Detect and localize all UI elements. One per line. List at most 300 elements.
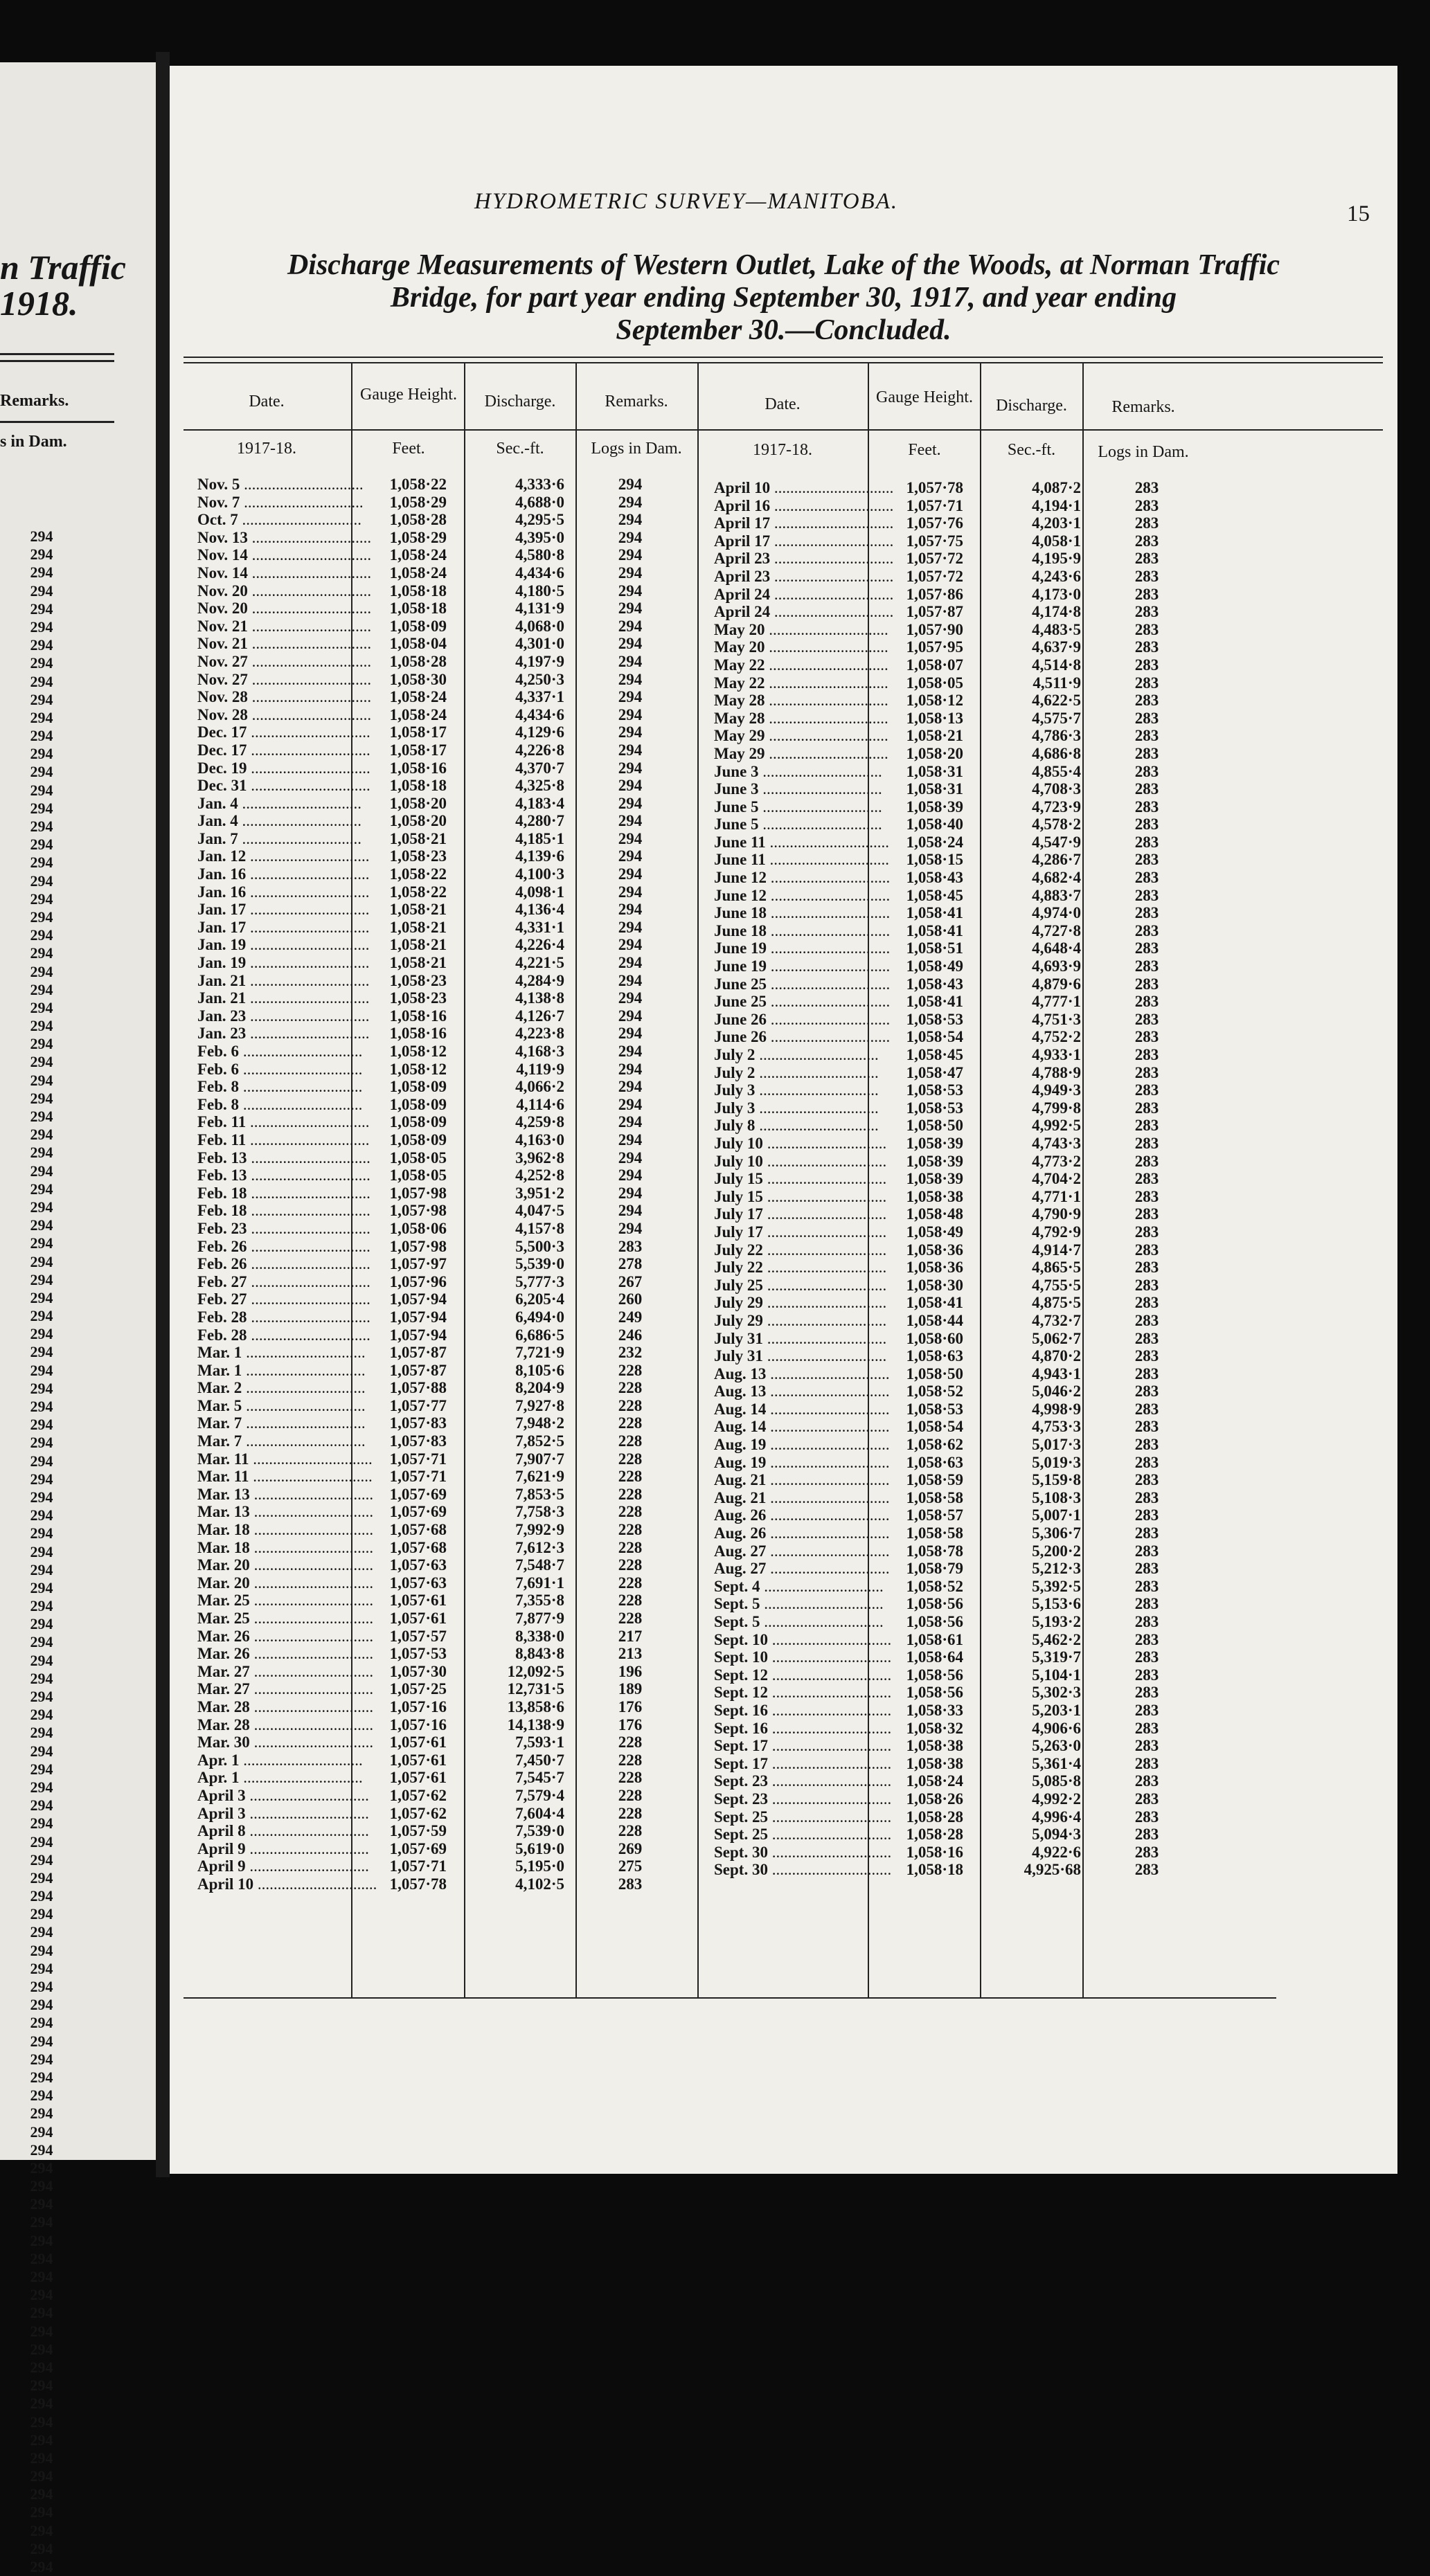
discharge-cell: 4,185·1 [515, 829, 564, 847]
date-cell: Sept. 4 ..... [714, 1578, 833, 1596]
discharge-cell: 5,539·0 [515, 1255, 564, 1273]
previous-page-remark-value: 294 [30, 962, 53, 980]
remarks-cell: 283 [1134, 816, 1159, 834]
remarks-cell: 283 [1134, 1099, 1159, 1117]
previous-page-title: n Traffic 1918. [0, 248, 126, 323]
previous-page-remark-value: 294 [30, 2485, 53, 2503]
remarks-cell: 294 [618, 652, 643, 670]
discharge-cell: 7,548·7 [515, 1556, 564, 1574]
gauge-height-cell: 1,058·79 [906, 1560, 963, 1578]
discharge-cell: 6,686·5 [515, 1326, 564, 1344]
table-row [714, 497, 1213, 515]
previous-page-remark-value: 294 [30, 872, 53, 890]
remarks-cell: 176 [618, 1715, 643, 1733]
table-row [197, 1857, 696, 1875]
date-cell: Nov. 14 ..... [197, 546, 316, 564]
table-row [197, 989, 696, 1007]
gauge-height-cell: 1,057·75 [906, 532, 963, 550]
gauge-height-cell: 1,058·36 [906, 1241, 963, 1259]
remarks-cell: 228 [618, 1592, 643, 1610]
gauge-height-cell: 1,058·38 [906, 1754, 963, 1772]
gauge-height-cell: 1,058·20 [389, 812, 447, 830]
previous-page-remark-value: 294 [30, 2377, 53, 2395]
discharge-cell: 4,637·9 [1032, 638, 1081, 656]
table-row [197, 1610, 696, 1628]
table-row [197, 723, 696, 741]
remarks-cell: 294 [618, 1131, 643, 1149]
previous-page-remark-value: 294 [30, 1216, 53, 1234]
discharge-cell: 4,286·7 [1032, 851, 1081, 869]
table-row [197, 901, 696, 919]
discharge-cell: 4,226·4 [515, 936, 564, 954]
table-title: Discharge Measurements of Western Outlet, Lake of the Woods, at Norman Traffic Bridge, for part year ending September 30, 1917, and year ending September 30.—Concluded. [287, 249, 1280, 346]
date-cell: Mar. 25 ..... [197, 1610, 316, 1628]
remarks-cell: 283 [1134, 1684, 1159, 1702]
previous-page-remark-value: 294 [30, 1742, 53, 1760]
gauge-height-cell: 1,058·47 [906, 1063, 963, 1081]
table-row [714, 1294, 1213, 1312]
date-cell: Nov. 7 ..... [197, 494, 316, 512]
remarks-cell: 294 [618, 1007, 643, 1025]
previous-page-remark-value: 294 [30, 1850, 53, 1868]
table-row [197, 1113, 696, 1131]
discharge-cell: 14,138·9 [507, 1715, 564, 1733]
discharge-cell: 7,691·1 [515, 1574, 564, 1592]
date-cell: Dec. 17 ..... [197, 741, 316, 759]
discharge-cell: 7,992·9 [515, 1521, 564, 1539]
previous-page-remark-value: 294 [30, 1597, 53, 1615]
discharge-cell: 4,163·0 [515, 1131, 564, 1149]
table-row [197, 476, 696, 494]
remarks-cell: 294 [618, 1078, 643, 1096]
table-row [714, 1277, 1213, 1295]
gauge-height-cell: 1,057·83 [389, 1432, 447, 1450]
previous-page-remark-value: 294 [30, 2467, 53, 2485]
date-cell: Nov. 27 ..... [197, 671, 316, 689]
remarks-cell: 283 [1134, 1329, 1159, 1347]
discharge-cell: 4,922·6 [1032, 1843, 1081, 1861]
remarks-cell: 294 [618, 812, 643, 830]
discharge-cell: 5,085·8 [1032, 1772, 1081, 1790]
discharge-cell: 4,295·5 [515, 511, 564, 529]
gauge-height-cell: 1,057·83 [389, 1414, 447, 1432]
remarks-cell: 260 [618, 1290, 643, 1308]
table-row [197, 1273, 696, 1291]
previous-page-remark-value: 294 [30, 2268, 53, 2285]
remarks-cell: 283 [1134, 921, 1159, 939]
gauge-height-cell: 1,058·24 [389, 564, 447, 582]
discharge-cell: 4,157·8 [515, 1219, 564, 1237]
table-row [714, 1613, 1213, 1631]
table-row [714, 975, 1213, 993]
table-row [714, 1737, 1213, 1755]
gauge-height-cell: 1,058·12 [389, 1043, 447, 1060]
table-top-rule [184, 362, 1383, 363]
previous-page-remark-value: 294 [30, 2050, 53, 2068]
previous-page-remark-value: 294 [30, 618, 53, 636]
discharge-cell: 5,462·2 [1032, 1630, 1081, 1648]
table-row [197, 1185, 696, 1203]
previous-page-remark-value: 294 [30, 1343, 53, 1361]
gauge-height-cell: 1,058·54 [906, 1418, 963, 1436]
date-cell: Feb. 13 ..... [197, 1149, 316, 1167]
discharge-cell: 4,173·0 [1032, 585, 1081, 603]
remarks-cell: 283 [1134, 1294, 1159, 1312]
date-cell: Aug. 26 ..... [714, 1506, 833, 1524]
table-row [714, 727, 1213, 745]
discharge-cell: 7,907·7 [515, 1450, 564, 1468]
previous-page-remarks-unit: s in Dam. [0, 433, 67, 451]
remarks-cell: 283 [1134, 1364, 1159, 1382]
table-row [714, 1631, 1213, 1649]
gauge-height-cell: 1,058·58 [906, 1524, 963, 1542]
previous-page-rule [0, 421, 114, 423]
previous-page-remark-value: 294 [30, 1071, 53, 1089]
remarks-cell: 228 [618, 1396, 643, 1414]
table-row [197, 1450, 696, 1468]
gauge-height-cell: 1,058·40 [906, 816, 963, 834]
discharge-cell: 4,136·4 [515, 901, 564, 919]
gauge-height-cell: 1,057·71 [906, 496, 963, 514]
date-cell: Feb. 11 ..... [197, 1113, 316, 1131]
gauge-height-cell: 1,057·98 [389, 1202, 447, 1220]
discharge-cell: 4,250·3 [515, 670, 564, 688]
previous-page-remark-value: 294 [30, 1162, 53, 1180]
discharge-cell: 4,622·5 [1032, 692, 1081, 710]
previous-page-remark-value: 294 [30, 980, 53, 998]
gauge-height-cell: 1,058·50 [906, 1117, 963, 1135]
date-cell: Sept. 10 ..... [714, 1648, 833, 1666]
table-row [714, 1684, 1213, 1702]
gauge-height-cell: 1,058·54 [906, 1028, 963, 1046]
date-cell: Dec. 17 ..... [197, 723, 316, 741]
discharge-cell: 5,019·3 [1032, 1453, 1081, 1471]
gauge-height-cell: 1,057·77 [389, 1396, 447, 1414]
discharge-cell: 4,197·9 [515, 652, 564, 670]
remarks-cell: 283 [1134, 692, 1159, 710]
remarks-cell: 283 [1134, 1170, 1159, 1188]
gauge-height-cell: 1,058·39 [906, 1152, 963, 1170]
table-row [714, 710, 1213, 728]
discharge-cell: 4,743·3 [1032, 1134, 1081, 1152]
gauge-height-cell: 1,058·21 [906, 727, 963, 745]
previous-page-remark-value: 294 [30, 1108, 53, 1125]
date-cell: Sept. 10 ..... [714, 1631, 833, 1649]
discharge-cell: 7,927·8 [515, 1396, 564, 1414]
gauge-height-cell: 1,058·26 [906, 1790, 963, 1808]
gauge-height-cell: 1,057·53 [389, 1645, 447, 1663]
remarks-cell: 283 [1134, 1205, 1159, 1223]
discharge-cell: 4,139·6 [515, 847, 564, 865]
discharge-cell: 7,948·2 [515, 1414, 564, 1432]
table-top-rule [184, 357, 1383, 358]
remarks-cell: 283 [1134, 1790, 1159, 1808]
gauge-height-cell: 1,058·23 [389, 971, 447, 989]
discharge-cell: 4,131·9 [515, 600, 564, 618]
gauge-height-cell: 1,057·71 [389, 1857, 447, 1875]
gauge-height-cell: 1,058·41 [906, 921, 963, 939]
remarks-cell: 283 [1134, 833, 1159, 851]
gauge-height-cell: 1,057·87 [389, 1361, 447, 1379]
date-cell: Feb. 6 ..... [197, 1043, 316, 1061]
discharge-cell: 4,223·8 [515, 1025, 564, 1043]
table-row [197, 883, 696, 901]
previous-page-remark-value: 294 [30, 1270, 53, 1288]
date-cell: April 23 ..... [714, 568, 833, 586]
remarks-cell: 294 [618, 936, 643, 954]
table-row [197, 1680, 696, 1698]
date-cell: Sept. 12 ..... [714, 1666, 833, 1684]
gauge-height-cell: 1,057·25 [389, 1680, 447, 1698]
previous-page-remark-value: 294 [30, 1379, 53, 1397]
gauge-height-cell: 1,057·72 [906, 567, 963, 585]
gauge-height-cell: 1,058·16 [906, 1843, 963, 1861]
date-cell: Aug. 13 ..... [714, 1365, 833, 1383]
discharge-cell: 4,066·2 [515, 1078, 564, 1096]
remarks-cell: 283 [1134, 585, 1159, 603]
table-row [714, 514, 1213, 532]
discharge-cell: 4,119·9 [516, 1060, 564, 1078]
gauge-height-cell: 1,057·78 [389, 1875, 447, 1893]
date-cell: June 19 ..... [714, 939, 833, 957]
remarks-cell: 283 [1134, 603, 1159, 621]
gauge-height-cell: 1,058·51 [906, 939, 963, 957]
table-bottom-rule [184, 1997, 1276, 1999]
date-cell: Mar. 11 ..... [197, 1468, 316, 1486]
discharge-cell: 7,852·5 [515, 1432, 564, 1450]
gauge-height-cell: 1,057·61 [389, 1733, 447, 1751]
previous-page-remark-value: 294 [30, 2032, 53, 2050]
gauge-height-cell: 1,057·61 [389, 1610, 447, 1627]
date-cell: Sept. 16 ..... [714, 1702, 833, 1720]
remarks-cell: 294 [618, 617, 643, 635]
remarks-cell: 275 [618, 1857, 643, 1875]
remarks-cell: 283 [1134, 1524, 1159, 1542]
discharge-cell: 4,870·2 [1032, 1347, 1081, 1365]
remarks-cell: 283 [1134, 957, 1159, 975]
date-cell: Mar. 13 ..... [197, 1503, 316, 1521]
gauge-height-cell: 1,057·88 [389, 1379, 447, 1397]
table-row [197, 847, 696, 865]
previous-page-remark-value: 294 [30, 2322, 53, 2340]
date-cell: May 29 ..... [714, 745, 833, 763]
table-row [197, 1503, 696, 1521]
previous-page-remark-value: 294 [30, 1578, 53, 1596]
gauge-height-cell: 1,057·62 [389, 1804, 447, 1822]
discharge-cell: 4,098·1 [515, 883, 564, 901]
previous-page-remark-value: 294 [30, 1778, 53, 1796]
previous-page-remark-value: 294 [30, 2413, 53, 2431]
previous-page-remark-value: 294 [30, 799, 53, 817]
date-cell: April 8 ..... [197, 1822, 316, 1840]
discharge-cell: 4,068·0 [515, 617, 564, 635]
date-cell: Mar. 26 ..... [197, 1628, 316, 1646]
left-table-body [197, 476, 696, 1893]
remarks-cell: 267 [618, 1272, 643, 1290]
gauge-height-cell: 1,058·09 [389, 1113, 447, 1131]
discharge-cell: 4,126·7 [515, 1007, 564, 1025]
previous-page-remark-value: 294 [30, 1724, 53, 1742]
date-cell: July 17 ..... [714, 1205, 833, 1223]
remarks-cell: 283 [1134, 780, 1159, 798]
gauge-height-cell: 1,057·57 [389, 1627, 447, 1645]
right-remarks-unit: Logs in Dam. [1098, 443, 1189, 461]
discharge-cell: 4,992·5 [1032, 1117, 1081, 1135]
table-row [714, 1205, 1213, 1223]
previous-page-remark-value: 294 [30, 1234, 53, 1252]
gauge-height-cell: 1,057·61 [389, 1769, 447, 1787]
discharge-cell: 7,853·5 [515, 1485, 564, 1503]
table-row [197, 1290, 696, 1308]
previous-page-remark-value: 294 [30, 1688, 53, 1705]
gauge-height-cell: 1,058·17 [389, 741, 447, 759]
table-row [197, 741, 696, 759]
discharge-cell: 4,790·9 [1032, 1205, 1081, 1223]
date-cell: June 5 ..... [714, 798, 833, 816]
table-row [197, 1840, 696, 1858]
remarks-cell: 217 [618, 1627, 643, 1645]
remarks-cell: 228 [618, 1769, 643, 1787]
date-cell: Jan. 4 ..... [197, 812, 316, 830]
gauge-height-cell: 1,058·16 [389, 1025, 447, 1043]
remarks-cell: 283 [1134, 869, 1159, 887]
discharge-cell: 5,777·3 [515, 1272, 564, 1290]
gauge-height-cell: 1,058·41 [906, 993, 963, 1011]
date-cell: May 29 ..... [714, 727, 833, 745]
remarks-cell: 283 [1134, 1506, 1159, 1524]
remarks-cell: 283 [1134, 514, 1159, 532]
date-cell: Apr. 1 ..... [197, 1751, 316, 1769]
remarks-cell: 283 [1134, 1542, 1159, 1560]
previous-page-remark-value: 294 [30, 1089, 53, 1107]
gauge-height-cell: 1,058·24 [906, 1772, 963, 1790]
date-cell: Jan. 16 ..... [197, 865, 316, 883]
discharge-cell: 4,100·3 [515, 865, 564, 883]
gauge-height-cell: 1,058·31 [906, 780, 963, 798]
previous-page-remark-value: 294 [30, 1017, 53, 1035]
date-cell: July 17 ..... [714, 1223, 833, 1241]
date-cell: Nov. 28 ..... [197, 688, 316, 706]
date-cell: April 17 ..... [714, 532, 833, 550]
date-cell: May 22 ..... [714, 656, 833, 674]
date-cell: Mar. 28 ..... [197, 1716, 316, 1734]
date-cell: Mar. 1 ..... [197, 1362, 316, 1380]
remarks-cell: 246 [618, 1326, 643, 1344]
discharge-cell: 4,949·3 [1032, 1081, 1081, 1099]
date-cell: Sept. 5 ..... [714, 1613, 833, 1631]
remarks-cell: 283 [1134, 567, 1159, 585]
discharge-cell: 4,102·5 [515, 1875, 564, 1893]
date-cell: Mar. 27 ..... [197, 1663, 316, 1681]
previous-page-remark-value: 294 [30, 1198, 53, 1216]
discharge-cell: 4,799·8 [1032, 1099, 1081, 1117]
discharge-cell: 7,877·9 [515, 1610, 564, 1627]
remarks-cell: 283 [1134, 1152, 1159, 1170]
gauge-height-cell: 1,058·23 [389, 847, 447, 865]
discharge-cell: 5,500·3 [515, 1237, 564, 1255]
previous-page-remark-value: 294 [30, 1868, 53, 1886]
date-cell: Nov. 20 ..... [197, 600, 316, 618]
gauge-height-cell: 1,058·29 [389, 528, 447, 546]
table-row [714, 1117, 1213, 1135]
remarks-cell: 283 [1134, 1613, 1159, 1630]
table-row [714, 816, 1213, 834]
table-row [714, 887, 1213, 905]
previous-page-rule [0, 360, 114, 362]
remarks-cell: 283 [1134, 1772, 1159, 1790]
remarks-cell: 228 [618, 1822, 643, 1840]
discharge-cell: 7,758·3 [515, 1503, 564, 1521]
date-cell: Sept. 16 ..... [714, 1720, 833, 1738]
gauge-height-cell: 1,058·17 [389, 723, 447, 741]
gauge-height-cell: 1,058·24 [389, 705, 447, 723]
remarks-cell: 283 [1134, 1418, 1159, 1436]
discharge-cell: 4,129·6 [515, 723, 564, 741]
discharge-cell: 7,450·7 [515, 1751, 564, 1769]
table-row [714, 1790, 1213, 1808]
discharge-cell: 5,195·0 [515, 1857, 564, 1875]
remarks-cell: 294 [618, 1202, 643, 1220]
previous-page-remark-value: 294 [30, 564, 53, 582]
discharge-cell: 12,731·5 [507, 1680, 564, 1698]
table-row [197, 1379, 696, 1397]
gauge-height-cell: 1,058·05 [906, 674, 963, 692]
discharge-cell: 5,302·3 [1032, 1684, 1081, 1702]
discharge-cell: 4,194·1 [1032, 496, 1081, 514]
gauge-height-cell: 1,057·78 [906, 479, 963, 496]
date-cell: July 29 ..... [714, 1294, 833, 1312]
discharge-cell: 7,355·8 [515, 1592, 564, 1610]
previous-page-remark-value: 294 [30, 690, 53, 708]
table-row [197, 671, 696, 689]
gauge-height-cell: 1,057·94 [389, 1326, 447, 1344]
previous-page-remark-value: 294 [30, 2449, 53, 2467]
discharge-cell: 4,168·3 [515, 1043, 564, 1060]
table-row [714, 1524, 1213, 1542]
table-row [714, 1330, 1213, 1348]
remarks-cell: 294 [618, 582, 643, 600]
gauge-height-cell: 1,058·62 [906, 1436, 963, 1454]
previous-page-remark-value: 294 [30, 1361, 53, 1379]
gauge-height-cell: 1,058·33 [906, 1701, 963, 1719]
remarks-cell: 283 [1134, 1046, 1159, 1063]
table-row [197, 653, 696, 671]
date-cell: July 22 ..... [714, 1241, 833, 1259]
previous-page-remark-value: 294 [30, 1796, 53, 1814]
right-gauge-unit: Feet. [908, 441, 941, 459]
date-cell: Aug. 14 ..... [714, 1418, 833, 1436]
discharge-cell: 5,007·1 [1032, 1506, 1081, 1524]
remarks-cell: 283 [1134, 1630, 1159, 1648]
table-row [714, 1648, 1213, 1666]
date-cell: May 22 ..... [714, 674, 833, 692]
table-row [714, 763, 1213, 781]
date-cell: Aug. 27 ..... [714, 1542, 833, 1560]
remarks-cell: 283 [1134, 1117, 1159, 1135]
previous-page-remark-value: 294 [30, 2087, 53, 2105]
date-cell: July 15 ..... [714, 1188, 833, 1206]
table-row [197, 1716, 696, 1734]
discharge-cell: 4,058·1 [1032, 532, 1081, 550]
table-row [714, 1844, 1213, 1862]
remarks-cell: 283 [1134, 479, 1159, 496]
previous-page-remark-value: 294 [30, 672, 53, 690]
gauge-height-cell: 1,057·98 [389, 1184, 447, 1202]
gauge-height-cell: 1,058·12 [389, 1060, 447, 1078]
gauge-height-cell: 1,057·76 [906, 514, 963, 532]
remarks-cell: 283 [1134, 1488, 1159, 1506]
discharge-cell: 4,688·0 [515, 493, 564, 511]
